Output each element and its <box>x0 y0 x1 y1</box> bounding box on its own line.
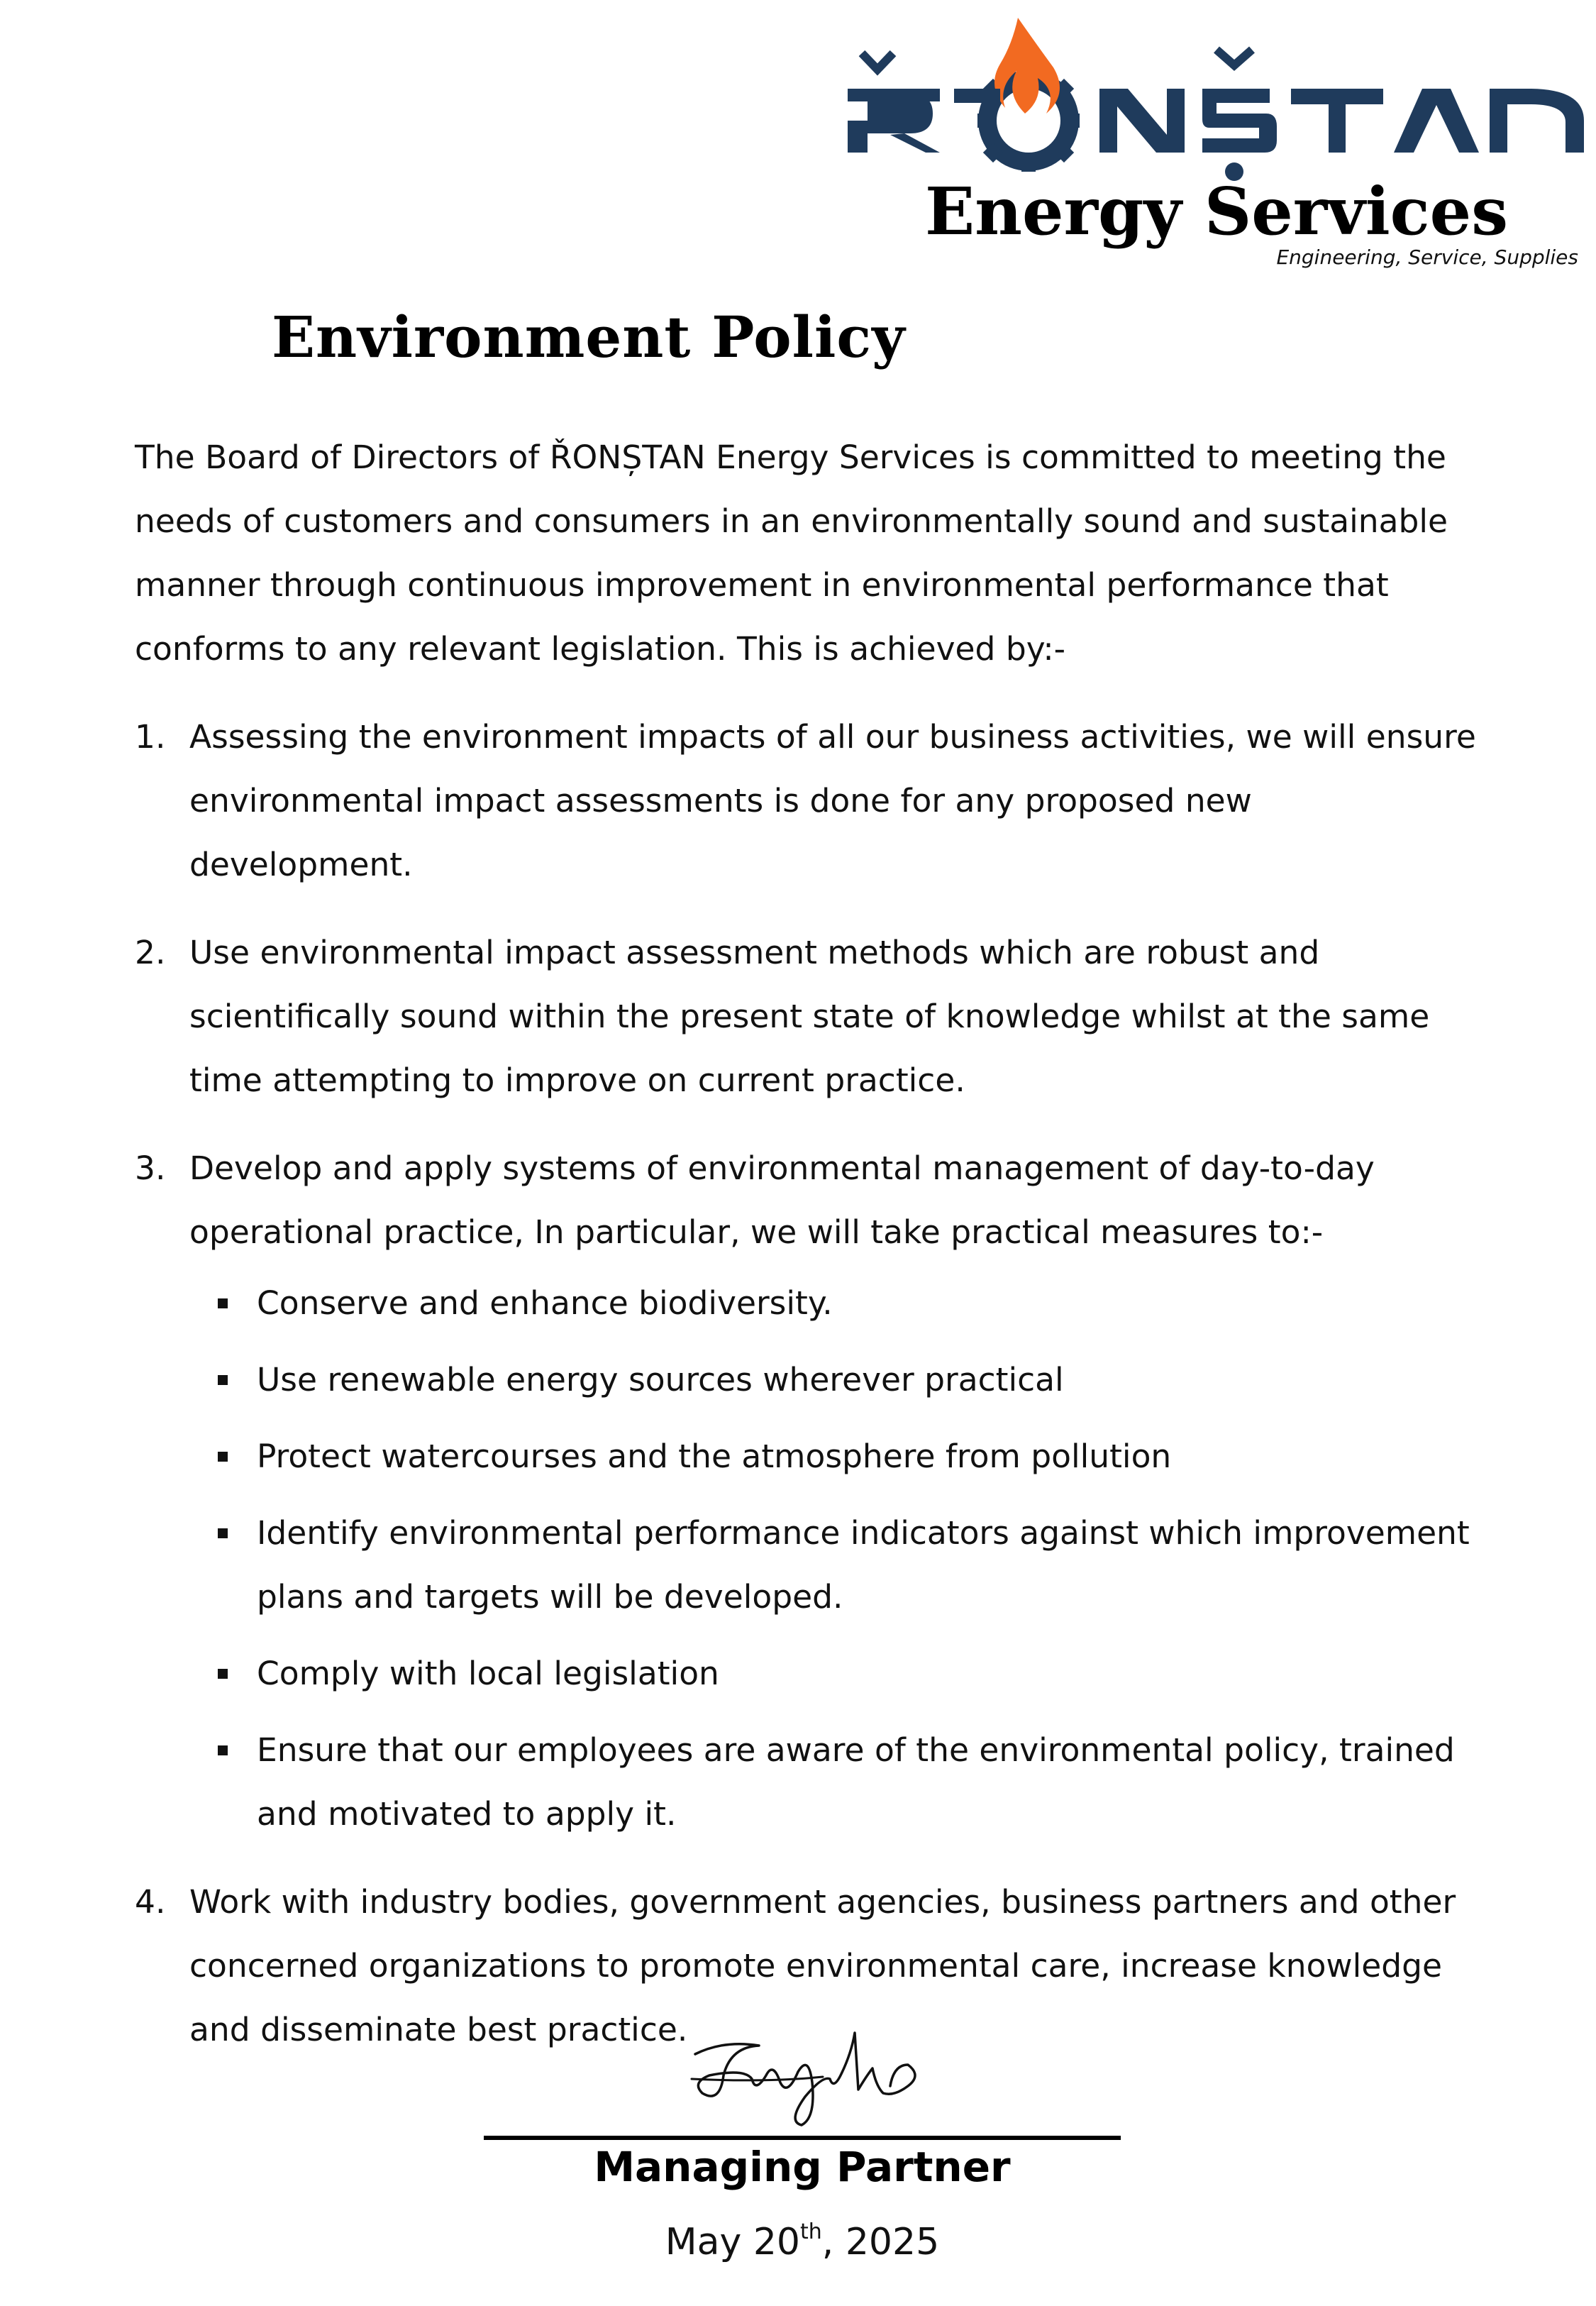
handwritten-signature <box>681 2026 933 2132</box>
list-item <box>135 705 1483 897</box>
item-number: 3. <box>135 1149 166 1187</box>
page-title: Environment Policy <box>272 304 906 370</box>
logo-wordmark <box>848 18 1584 181</box>
bullet-item: Conserve and enhance biodiversity. <box>189 1271 1483 1335</box>
intro-paragraph: The Board of Directors of ŘONȘTAN Energy Services is committed to meeting the needs of customers and consumers in an environmentally sound and sustainable manner through continuous improvement in environmental performance that conforms to any relevant legislation. This is achieved by:- <box>135 438 1448 668</box>
item-number: 2. <box>135 934 166 971</box>
list-item <box>135 921 1483 1113</box>
measures-list <box>189 1271 1483 1846</box>
logo-line2: Energy Services <box>924 173 1509 250</box>
policy-body <box>135 426 1483 2086</box>
item-number: 4. <box>135 1883 166 1921</box>
bullet-item: Use renewable energy sources wherever practical <box>189 1348 1483 1412</box>
bullet-item: Identify environmental performance indicators against which improvement plans and targets will be developed. <box>189 1501 1483 1629</box>
item-text: Assessing the environment impacts of all our business activities, we will ensure environmental impact assessments is done for any proposed new development. <box>189 718 1476 883</box>
item-text: Work with industry bodies, government agencies, business partners and other concerned organizations to promote environmental care, increase knowledge and disseminate best practice. <box>189 1883 1456 2048</box>
signing-date <box>484 2221 1121 2263</box>
signatory-role: Managing Partner <box>594 2143 1011 2191</box>
date-ordinal: th <box>800 2219 822 2244</box>
bullet-item: Comply with local legislation <box>189 1642 1483 1706</box>
list-item <box>135 1137 1483 1846</box>
date-day: May 20 <box>665 2221 800 2263</box>
item-text: Develop and apply systems of environmental management of day-to-day operational practice, In particular, we will take practical measures to:- <box>189 1149 1375 1251</box>
logo-tagline: Engineering, Service, Supplies <box>1276 246 1578 269</box>
company-logo <box>848 14 1585 270</box>
signature-line <box>484 2136 1121 2140</box>
policy-list <box>135 705 1483 2062</box>
item-number: 1. <box>135 718 166 756</box>
bullet-item: Ensure that our employees are aware of the environmental policy, trained and motivated to apply it. <box>189 1719 1483 1846</box>
bullet-item: Protect watercourses and the atmosphere from pollution <box>189 1425 1483 1489</box>
date-year: , 2025 <box>821 2221 940 2263</box>
item-text: Use environmental impact assessment methods which are robust and scientifically sound within the present state of knowledge whilst at the same time attempting to improve on current practice. <box>189 934 1430 1099</box>
